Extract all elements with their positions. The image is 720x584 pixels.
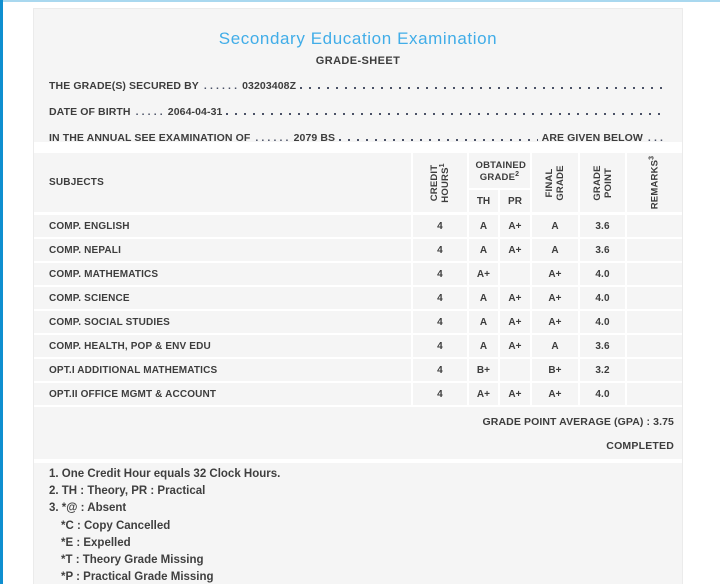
table-row bbox=[34, 335, 682, 357]
table-row bbox=[34, 263, 682, 285]
obtained-grade-subheaders bbox=[469, 190, 530, 212]
gpa-line bbox=[34, 415, 674, 429]
cell-remarks bbox=[627, 215, 682, 237]
rotated-label: CREDIT HOURS$^1$ bbox=[429, 162, 451, 203]
info-line-date-of-birth bbox=[34, 105, 682, 119]
page-title: Secondary Education Examination bbox=[218, 29, 498, 48]
footnotes-section bbox=[34, 463, 682, 584]
column-header-obtained-grade bbox=[469, 153, 530, 188]
footnote-line: *C : Copy Cancelled bbox=[61, 519, 171, 532]
window-left-accent-stripe bbox=[0, 0, 3, 584]
cell-pr-grade: A+ bbox=[500, 383, 530, 405]
cell-credit-hours: 4 bbox=[413, 359, 467, 381]
cell-final-grade: A bbox=[532, 215, 578, 237]
table-row bbox=[34, 311, 682, 333]
gpa-label: GRADE POINT AVERAGE (GPA) : bbox=[482, 416, 651, 428]
footnote-ref-1: 1 bbox=[438, 162, 446, 167]
cell-remarks bbox=[627, 335, 682, 357]
page-subtitle: GRADE-SHEET bbox=[315, 55, 401, 67]
cell-pr-grade bbox=[500, 263, 530, 285]
cell-grade-point: 4.0 bbox=[580, 311, 625, 333]
dot-leader bbox=[226, 113, 664, 115]
column-header-pr: PR bbox=[500, 190, 530, 212]
cell-subject: COMP. MATHEMATICS bbox=[34, 263, 411, 285]
cell-subject: COMP. NEPALI bbox=[34, 239, 411, 261]
cell-th-grade: A bbox=[469, 335, 498, 357]
dot-separator: . . . . . . bbox=[203, 80, 238, 92]
cell-subject: COMP. SCIENCE bbox=[34, 287, 411, 309]
cell-th-grade: B+ bbox=[469, 359, 498, 381]
cell-grade-point: 3.6 bbox=[580, 335, 625, 357]
cell-credit-hours: 4 bbox=[413, 239, 467, 261]
table-header bbox=[34, 153, 682, 212]
info-label: IN THE ANNUAL SEE EXAMINATION OF bbox=[49, 132, 251, 144]
cell-grade-point: 3.6 bbox=[580, 239, 625, 261]
footnote-line: *T : Theory Grade Missing bbox=[61, 554, 204, 567]
cell-credit-hours: 4 bbox=[413, 383, 467, 405]
column-header-grade-point bbox=[580, 153, 625, 212]
gpa-value: 3.75 bbox=[653, 416, 674, 428]
dot-separator: . . . bbox=[647, 132, 663, 144]
footnote-line: 2. TH : Theory, PR : Practical bbox=[49, 485, 206, 498]
cell-final-grade: B+ bbox=[532, 359, 578, 381]
cell-pr-grade: A+ bbox=[500, 311, 530, 333]
info-line-secured-by bbox=[34, 79, 682, 93]
cell-remarks bbox=[627, 287, 682, 309]
cell-final-grade: A+ bbox=[532, 263, 578, 285]
info-label: DATE OF BIRTH bbox=[49, 106, 131, 118]
column-header-remarks bbox=[627, 153, 682, 212]
table-row bbox=[34, 287, 682, 309]
info-line-examination-year bbox=[34, 131, 682, 145]
obtained-grade-label: OBTAINED GRADE$^2$ bbox=[475, 160, 527, 183]
cell-remarks bbox=[627, 263, 682, 285]
summary-section bbox=[34, 407, 682, 459]
cell-grade-point: 4.0 bbox=[580, 383, 625, 405]
cell-th-grade: A bbox=[469, 287, 498, 309]
cell-remarks bbox=[627, 383, 682, 405]
table-row bbox=[34, 215, 682, 237]
cell-subject: COMP. ENGLISH bbox=[34, 215, 411, 237]
footnote-line: 3. *@ : Absent bbox=[49, 502, 127, 515]
exam-year-value: 2079 BS bbox=[293, 132, 336, 144]
footnote-ref-2: 2 bbox=[515, 170, 520, 178]
column-header-credit-hours bbox=[413, 153, 467, 212]
cell-th-grade: A bbox=[469, 215, 498, 237]
table-row bbox=[34, 359, 682, 381]
cell-remarks bbox=[627, 239, 682, 261]
column-group-obtained-grade bbox=[469, 153, 530, 212]
cell-pr-grade bbox=[500, 359, 530, 381]
cell-credit-hours: 4 bbox=[413, 311, 467, 333]
table-row bbox=[34, 239, 682, 261]
table-body bbox=[34, 215, 682, 405]
cell-grade-point: 4.0 bbox=[580, 287, 625, 309]
dot-leader bbox=[339, 139, 538, 141]
rotated-label: REMARKS$^3$ bbox=[647, 155, 660, 210]
cell-subject: COMP. SOCIAL STUDIES bbox=[34, 311, 411, 333]
column-header-subjects: SUBJECTS bbox=[34, 153, 411, 212]
cell-final-grade: A+ bbox=[532, 287, 578, 309]
cell-pr-grade: A+ bbox=[500, 335, 530, 357]
status-completed: COMPLETED bbox=[606, 440, 674, 452]
cell-grade-point: 4.0 bbox=[580, 263, 625, 285]
cell-th-grade: A bbox=[469, 239, 498, 261]
dot-separator: . . . . . bbox=[135, 106, 163, 118]
header-section bbox=[34, 9, 682, 142]
cell-grade-point: 3.2 bbox=[580, 359, 625, 381]
footnote-line: *P : Practical Grade Missing bbox=[61, 571, 214, 584]
cell-subject: COMP. HEALTH, POP & ENV EDU bbox=[34, 335, 411, 357]
rotated-label: GRADE POINT bbox=[591, 164, 614, 201]
dot-separator: . . . . . . bbox=[255, 132, 289, 144]
cell-grade-point: 3.6 bbox=[580, 215, 625, 237]
table-row bbox=[34, 383, 682, 405]
cell-th-grade: A bbox=[469, 311, 498, 333]
cell-final-grade: A+ bbox=[532, 311, 578, 333]
cell-th-grade: A+ bbox=[469, 383, 498, 405]
dot-leader bbox=[300, 87, 664, 89]
cell-pr-grade: A+ bbox=[500, 287, 530, 309]
column-header-th: TH bbox=[469, 190, 498, 212]
cell-credit-hours: 4 bbox=[413, 215, 467, 237]
cell-credit-hours: 4 bbox=[413, 287, 467, 309]
cell-credit-hours: 4 bbox=[413, 335, 467, 357]
cell-subject: OPT.II OFFICE MGMT & ACCOUNT bbox=[34, 383, 411, 405]
cell-final-grade: A bbox=[532, 335, 578, 357]
rotated-label: FINAL GRADE bbox=[544, 164, 566, 201]
date-of-birth-value: 2064-04-31 bbox=[167, 106, 223, 118]
symbol-number-value: 03203408Z bbox=[242, 80, 297, 92]
column-header-final-grade bbox=[532, 153, 578, 212]
cell-final-grade: A bbox=[532, 239, 578, 261]
cell-pr-grade: A+ bbox=[500, 215, 530, 237]
cell-remarks bbox=[627, 359, 682, 381]
window-top-border bbox=[0, 0, 720, 2]
footnote-line: 1. One Credit Hour equals 32 Clock Hours. bbox=[49, 468, 281, 480]
info-label: THE GRADE(S) SECURED BY bbox=[49, 80, 199, 92]
grade-sheet-panel bbox=[33, 8, 683, 584]
footnote-ref-3: 3 bbox=[647, 155, 655, 160]
cell-final-grade: A+ bbox=[532, 383, 578, 405]
cell-credit-hours: 4 bbox=[413, 263, 467, 285]
cell-pr-grade: A+ bbox=[500, 239, 530, 261]
cell-remarks bbox=[627, 311, 682, 333]
footnote-line: *E : Expelled bbox=[61, 536, 131, 549]
cell-subject: OPT.I ADDITIONAL MATHEMATICS bbox=[34, 359, 411, 381]
cell-th-grade: A+ bbox=[469, 263, 498, 285]
info-suffix: ARE GIVEN BELOW bbox=[541, 132, 643, 144]
